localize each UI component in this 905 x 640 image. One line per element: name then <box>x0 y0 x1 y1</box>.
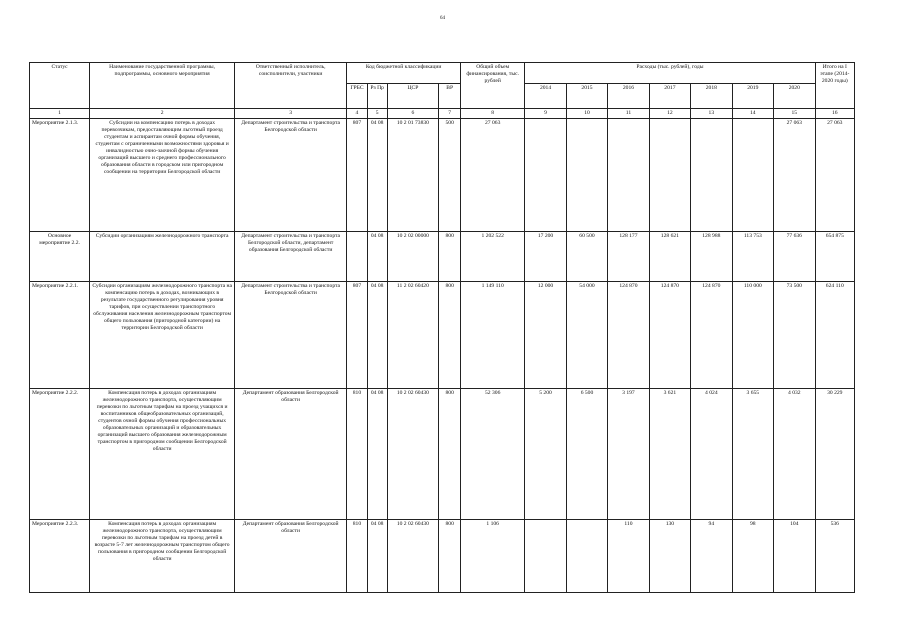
row-year-2018 <box>691 119 732 232</box>
row-name: Компенсация потерь в доходах организациям железнодорожного транспорта, осуществляющим перевозки по льготным тарифам на проезд детей в возрасте 5-7 лет железнодорожным транспортом общего пользования в пригородном сообщении Белгородской области <box>90 520 235 593</box>
row-year-2019 <box>732 119 773 232</box>
row-year-2019: 110 000 <box>732 282 773 389</box>
row-csr: 10 2 02 00000 <box>387 232 439 282</box>
table-row <box>30 282 855 389</box>
row-name: Субсидии организациям железнодорожного транспорта на компенсацию потерь в доходах, возникающих в результате государственного регулирования уровня тарифов, при осуществлении транспортного обслуживания населения железнодорожным транспортом общего пользования (пригородной категории) на территории Белгородской области <box>90 282 235 389</box>
row-year-2017 <box>649 119 690 232</box>
row-csr: 11 2 02 60420 <box>387 282 439 389</box>
column-number: 7 <box>439 109 461 119</box>
header-year-2014: 2014 <box>525 84 566 109</box>
row-year-2016 <box>608 119 649 232</box>
row-responsible: Департамент строительства и транспорта Белгородской области <box>235 119 347 232</box>
row-year-2017: 130 <box>649 520 690 593</box>
row-total: 1 149 110 <box>461 282 525 389</box>
row-grbs: 810 <box>347 389 368 520</box>
header-grbs: ГРБС <box>347 84 368 109</box>
row-year-2018: 94 <box>691 520 732 593</box>
row-name: Субсидии на компенсацию потерь в доходах перевозчикам, предоставляющим льготный проезд студентам и аспирантам очной формы обучения, студентам с ограниченными возможностями здоровья и инвалидностью очно-заочной формы обучения организаций высшего и среднего профессионального образования области в городском или пригородном сообщении на территории Белгородской области <box>90 119 235 232</box>
row-name: Компенсация потерь в доходах организациям железнодорожного транспорта, осуществляющим перевозки по льготным тарифам на проезд учащихся и воспитанников общеобразовательных организаций, студентов очной формы обучения профессиональных образовательных организаций и образовательных организаций высшего образования железнодорожным транспортом в пригородном сообщении Белгородской области <box>90 389 235 520</box>
header-year-2019: 2019 <box>732 84 773 109</box>
header-vr: ВР <box>439 84 461 109</box>
row-year-2019: 3 655 <box>732 389 773 520</box>
header-stage-total: Итого на I этапе (2014-2020 годы) <box>815 63 854 109</box>
row-vr: 800 <box>439 232 461 282</box>
row-year-2020: 27 063 <box>774 119 816 232</box>
row-name: Субсидии организациям железнодорожного транспорта <box>90 232 235 282</box>
header-year-2016: 2016 <box>608 84 649 109</box>
table-row <box>30 119 855 232</box>
row-year-2014: 12 000 <box>525 282 566 389</box>
row-vr: 500 <box>439 119 461 232</box>
budget-table <box>29 62 855 593</box>
row-year-2016: 110 <box>608 520 649 593</box>
row-year-2014 <box>525 119 566 232</box>
header-status: Статус <box>30 63 90 109</box>
row-responsible: Департамент образования Белгородской области <box>235 520 347 593</box>
header-rzpr: Рз Пр <box>367 84 387 109</box>
row-total: 27 063 <box>461 119 525 232</box>
row-grbs: 807 <box>347 282 368 389</box>
header-year-2015: 2015 <box>566 84 607 109</box>
row-csr: 10 2 02 60430 <box>387 520 439 593</box>
column-number: 6 <box>387 109 439 119</box>
column-number: 14 <box>732 109 773 119</box>
row-year-2020: 73 500 <box>774 282 816 389</box>
header-year-2018: 2018 <box>691 84 732 109</box>
row-stage-total: 30 229 <box>815 389 854 520</box>
row-responsible: Департамент строительства и транспорта Белгородской области <box>235 282 347 389</box>
row-total: 52 306 <box>461 389 525 520</box>
row-year-2019: 113 753 <box>732 232 773 282</box>
row-stage-total: 27 063 <box>815 119 854 232</box>
row-grbs: 810 <box>347 520 368 593</box>
column-number-row <box>30 109 855 119</box>
row-rzpr: 04 08 <box>367 232 387 282</box>
header-total-volume: Общий объем финансирования, тыс. рублей <box>461 63 525 109</box>
row-status: Основное мероприятие 2.2. <box>30 232 90 282</box>
row-grbs: 807 <box>347 119 368 232</box>
row-year-2015: 60 500 <box>566 232 607 282</box>
row-year-2020: 104 <box>774 520 816 593</box>
header-budget-code: Код бюджетной классификации <box>347 63 461 84</box>
header-csr: ЦСР <box>387 84 439 109</box>
row-total: 1 106 <box>461 520 525 593</box>
row-year-2016: 128 177 <box>608 232 649 282</box>
header-program: Наименование государственной программы, подпрограммы, основного мероприятия <box>90 63 235 109</box>
table-row <box>30 520 855 593</box>
row-vr: 800 <box>439 282 461 389</box>
row-rzpr: 04 08 <box>367 282 387 389</box>
column-number: 11 <box>608 109 649 119</box>
row-year-2015 <box>566 119 607 232</box>
column-number: 5 <box>367 109 387 119</box>
column-number: 3 <box>235 109 347 119</box>
row-grbs <box>347 232 368 282</box>
column-number: 8 <box>461 109 525 119</box>
row-responsible: Департамент образования Белгородской области <box>235 389 347 520</box>
row-year-2014: 5 200 <box>525 389 566 520</box>
table-row <box>30 389 855 520</box>
row-responsible: Департамент строительства и транспорта Белгородской области, департамент образования Белгородской области <box>235 232 347 282</box>
row-year-2015 <box>566 520 607 593</box>
row-year-2015: 54 000 <box>566 282 607 389</box>
row-year-2017: 128 621 <box>649 232 690 282</box>
header-year-2020: 2020 <box>774 84 816 109</box>
row-year-2018: 4 024 <box>691 389 732 520</box>
row-year-2014 <box>525 520 566 593</box>
row-rzpr: 04 08 <box>367 389 387 520</box>
row-year-2016: 3 197 <box>608 389 649 520</box>
row-total: 1 202 522 <box>461 232 525 282</box>
row-year-2014: 17 200 <box>525 232 566 282</box>
row-year-2017: 3 621 <box>649 389 690 520</box>
column-number: 12 <box>649 109 690 119</box>
column-number: 4 <box>347 109 368 119</box>
row-rzpr: 04 08 <box>367 520 387 593</box>
column-number: 2 <box>90 109 235 119</box>
row-stage-total: 536 <box>815 520 854 593</box>
row-year-2020: 77 636 <box>774 232 816 282</box>
row-stage-total: 624 110 <box>815 282 854 389</box>
row-status: Мероприятие 2.1.3. <box>30 119 90 232</box>
page-number: 64 <box>440 16 445 21</box>
column-number: 10 <box>566 109 607 119</box>
table-row <box>30 232 855 282</box>
column-number: 16 <box>815 109 854 119</box>
row-stage-total: 654 875 <box>815 232 854 282</box>
row-rzpr: 04 08 <box>367 119 387 232</box>
row-status: Мероприятие 2.2.1. <box>30 282 90 389</box>
row-year-2015: 6 500 <box>566 389 607 520</box>
row-vr: 800 <box>439 389 461 520</box>
row-status: Мероприятие 2.2.2. <box>30 389 90 520</box>
row-year-2020: 4 032 <box>774 389 816 520</box>
header-year-2017: 2017 <box>649 84 690 109</box>
row-vr: 800 <box>439 520 461 593</box>
row-year-2017: 124 870 <box>649 282 690 389</box>
row-status: Мероприятие 2.2.3. <box>30 520 90 593</box>
column-number: 1 <box>30 109 90 119</box>
row-year-2018: 124 870 <box>691 282 732 389</box>
header-responsible: Ответственный исполнитель, соисполнители, участники <box>235 63 347 109</box>
column-number: 9 <box>525 109 566 119</box>
row-year-2019: 98 <box>732 520 773 593</box>
row-csr: 10 2 01 73830 <box>387 119 439 232</box>
row-year-2018: 128 988 <box>691 232 732 282</box>
column-number: 13 <box>691 109 732 119</box>
column-number: 15 <box>774 109 816 119</box>
row-csr: 10 2 02 60430 <box>387 389 439 520</box>
row-year-2016: 124 870 <box>608 282 649 389</box>
header-expenses: Расходы (тыс. рублей), годы <box>525 63 815 84</box>
